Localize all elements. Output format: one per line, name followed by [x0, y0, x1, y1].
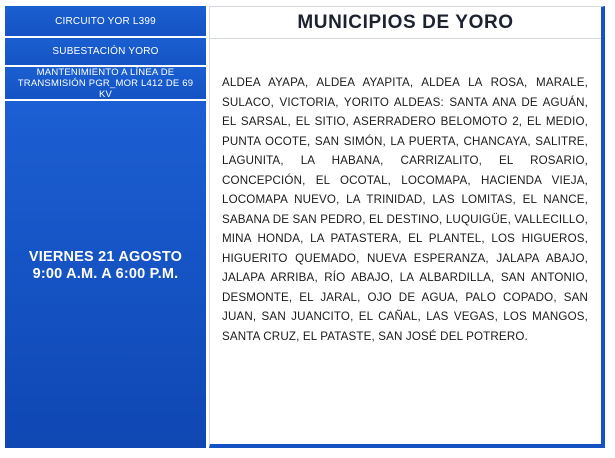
main-panel	[209, 6, 605, 448]
page-title: MUNICIPIOS DE YORO	[210, 7, 601, 39]
substation-label: SUBESTACIÓN YORO	[5, 38, 206, 65]
maintenance-description: MANTENIMIENTO A LÍNEA DE TRANSMISIÓN PGR_MOR L412 DE 69 KV	[5, 67, 206, 99]
sidebar	[5, 6, 206, 448]
outage-notice-card	[5, 6, 605, 448]
outage-time: 9:00 A.M. A 6:00 P.M.	[32, 265, 179, 282]
schedule-panel	[5, 101, 206, 448]
outage-date: VIERNES 21 AGOSTO	[28, 248, 183, 265]
circuit-label: CIRCUITO YOR L399	[5, 6, 206, 36]
affected-communities-list: ALDEA AYAPA, ALDEA AYAPITA, ALDEA LA ROSA, MARALE, SULACO, VICTORIA, YORITO ALDEAS: SANTA ANA DE AGUÁN, EL SARSAL, EL SITIO, ASERRADERO BELOMOTO 2, EL MEDIO, PUNTA OCOTE, SAN SIMÓN, LA PUERTA, CHANCAYA, SALITRE, LAGUNITA, LA HABANA, CARRIZALITO, EL ROSARIO, CONCEPCIÓN, EL OCOTAL, LOCOMAPA, HACIENDA VIEJA, LOCOMAPA NUEVO, LA TRINIDAD, LAS LOMITAS, EL NANCE, SABANA DE SAN PEDRO, EL DESTINO, LUQUIGÜE, VALLECILLO, MINA HONDA, LA PATASTERA, EL PLANTEL, LOS HIGUEROS, HIGUERITO QUEMADO, NUEVA ESPERANZA, JALAPA ABAJO, JALAPA ARRIBA, RÍO ABAJO, LA ALBARDILLA, SAN ANTONIO, DESMONTE, EL JARAL, OJO DE AGUA, PALO COPADO, SAN JUAN, SAN JUANCITO, EL CAÑAL, LAS VEGAS, LOS MANGOS, SANTA CRUZ, EL PATASTE, SAN JOSÉ DEL POTRERO.	[222, 76, 588, 343]
